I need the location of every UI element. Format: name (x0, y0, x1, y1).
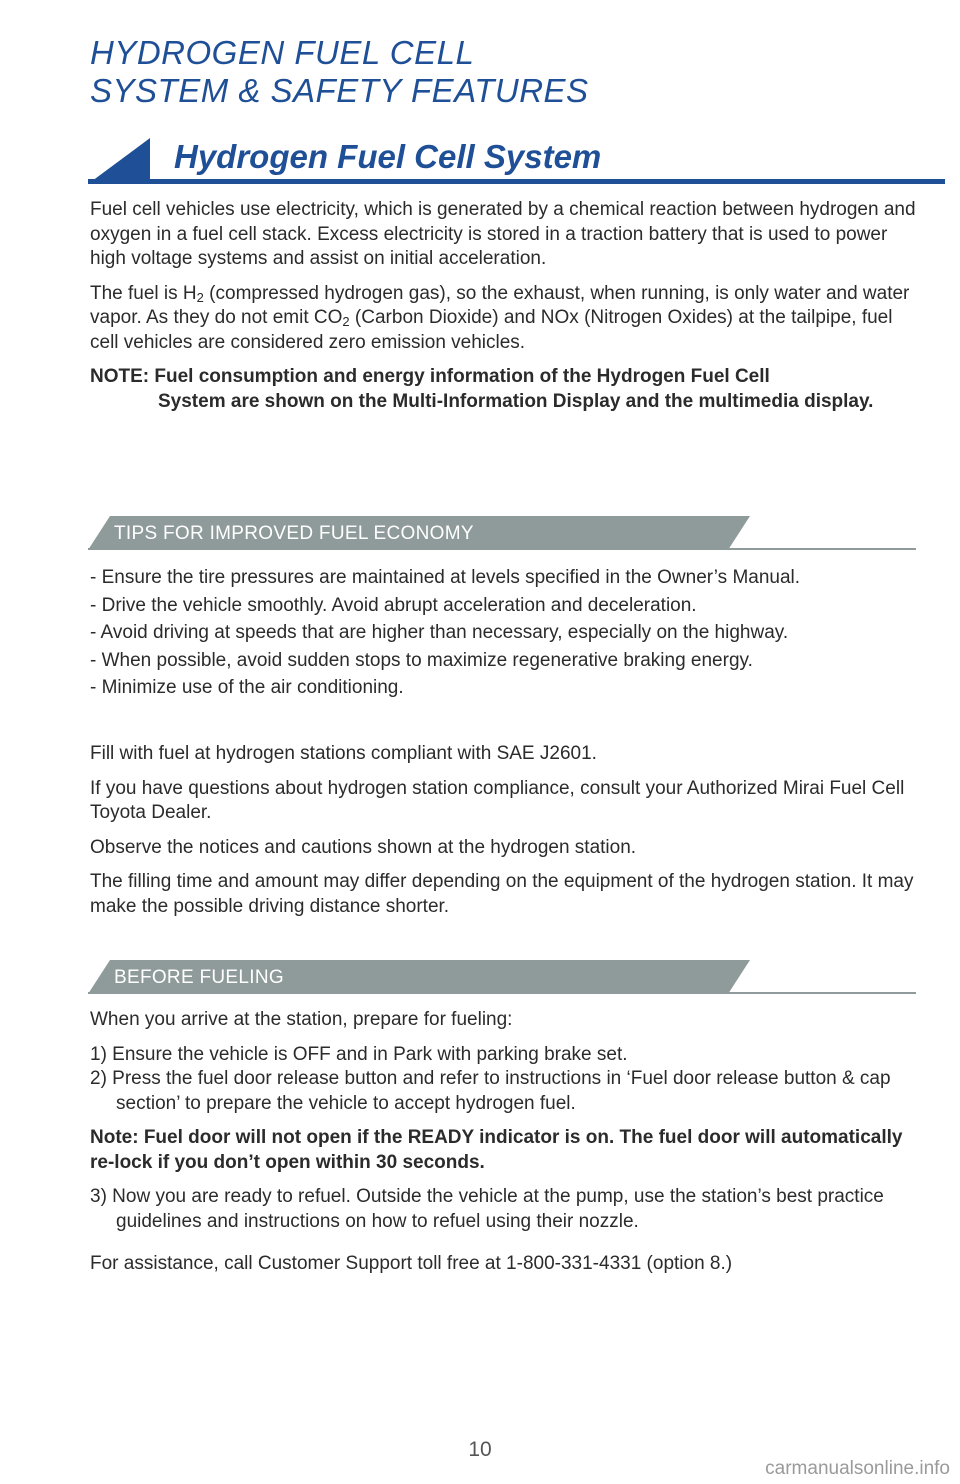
p2-text-c: (Carbon Dioxide) and NOx (Nitrogen Oxides) at the tailpipe, fuel cell vehicles are considered zero emission vehicles. (90, 307, 893, 353)
intro-note (90, 365, 916, 414)
fueling-info-section (90, 742, 916, 929)
intro-paragraph-2 (90, 282, 916, 356)
step-item: 1) Ensure the vehicle is OFF and in Park with parking brake set. (90, 1043, 628, 1065)
tip-item: - Drive the vehicle smoothly. Avoid abrupt acceleration and deceleration. (90, 594, 697, 616)
chapter-title-line-2: SYSTEM & SAFETY FEATURES (90, 72, 589, 109)
note-line-1: NOTE: Fuel consumption and energy information of the Hydrogen Fuel Cell (90, 366, 770, 387)
chapter-title-line-1: HYDROGEN FUEL CELL (90, 34, 475, 71)
tips-section (90, 566, 916, 704)
before-fueling-banner (88, 960, 916, 994)
before-fueling-banner-line (88, 992, 916, 994)
fueling-info-paragraph: The filling time and amount may differ depending on the equipment of the hydrogen station. It may make the possible driving distance shorter. (90, 871, 914, 917)
watermark: carmanualsonline.info (765, 1458, 950, 1479)
tips-banner (88, 516, 916, 550)
tips-banner-line (88, 548, 916, 550)
assistance-text: For assistance, call Customer Support toll free at 1-800-331-4331 (option 8.) (90, 1253, 733, 1274)
tips-list (90, 566, 916, 701)
step-3 (90, 1185, 916, 1234)
before-fueling-intro: When you arrive at the station, prepare for fueling: (90, 1009, 513, 1030)
step-item: 2) Press the fuel door release button and refer to instructions in ‘Fuel door release button & cap section’ to prepare the vehicle to accept hydrogen fuel. (90, 1068, 891, 1114)
tip-item: - Avoid driving at speeds that are higher than necessary, especially on the highway. (90, 622, 789, 643)
fueling-info-paragraph: If you have questions about hydrogen station compliance, consult your Authorized Mirai Fuel Cell Toyota Dealer. (90, 777, 905, 823)
intro-paragraph-1: Fuel cell vehicles use electricity, which is generated by a chemical reaction between hydrogen and oxygen in a fuel cell stack. Excess electricity is stored in a traction battery that is used to power high voltage systems and assist on initial acceleration. (90, 199, 916, 269)
tip-item: - Minimize use of the air conditioning. (90, 677, 404, 698)
intro-section (90, 198, 916, 424)
page-number: 10 (468, 1438, 492, 1461)
before-fueling-section (90, 1008, 916, 1287)
h2-subscript: 2 (196, 289, 204, 305)
banner-rule (88, 179, 945, 184)
step-item: 3) Now you are ready to refuel. Outside the vehicle at the pump, use the station’s best practice guidelines and instructions on how to refuel using their nozzle. (90, 1186, 884, 1232)
tip-item: - Ensure the tire pressures are maintained at levels specified in the Owner’s Manual. (90, 567, 801, 588)
co2-subscript: 2 (342, 314, 350, 329)
fueling-info-paragraph: Observe the notices and cautions shown at the hydrogen station. (90, 836, 637, 858)
section-title: Hydrogen Fuel Cell System (174, 138, 602, 175)
fuel-door-note: Note: Fuel door will not open if the READY indicator is on. The fuel door will automatically re-lock if you don’t open within 30 seconds. (90, 1127, 903, 1173)
banner-accent-stripe (88, 138, 150, 184)
tips-heading: TIPS FOR IMPROVED FUEL ECONOMY (114, 523, 474, 544)
tip-item: - When possible, avoid sudden stops to maximize regenerative braking energy. (90, 649, 753, 671)
p2-text-a: The fuel is H (90, 282, 197, 304)
note-line-2: System are shown on the Multi-Information Display and the multimedia display. (158, 390, 874, 412)
before-fueling-heading: BEFORE FUELING (114, 967, 284, 988)
fueling-info-paragraph: Fill with fuel at hydrogen stations compliant with SAE J2601. (90, 743, 597, 764)
section-banner (88, 138, 945, 184)
chapter-title (90, 34, 589, 110)
p2-text-b: (compressed hydrogen gas), so the exhaust, when running, is only water and water vapor. As they do not emit CO (90, 282, 910, 328)
steps-list (90, 1043, 916, 1117)
